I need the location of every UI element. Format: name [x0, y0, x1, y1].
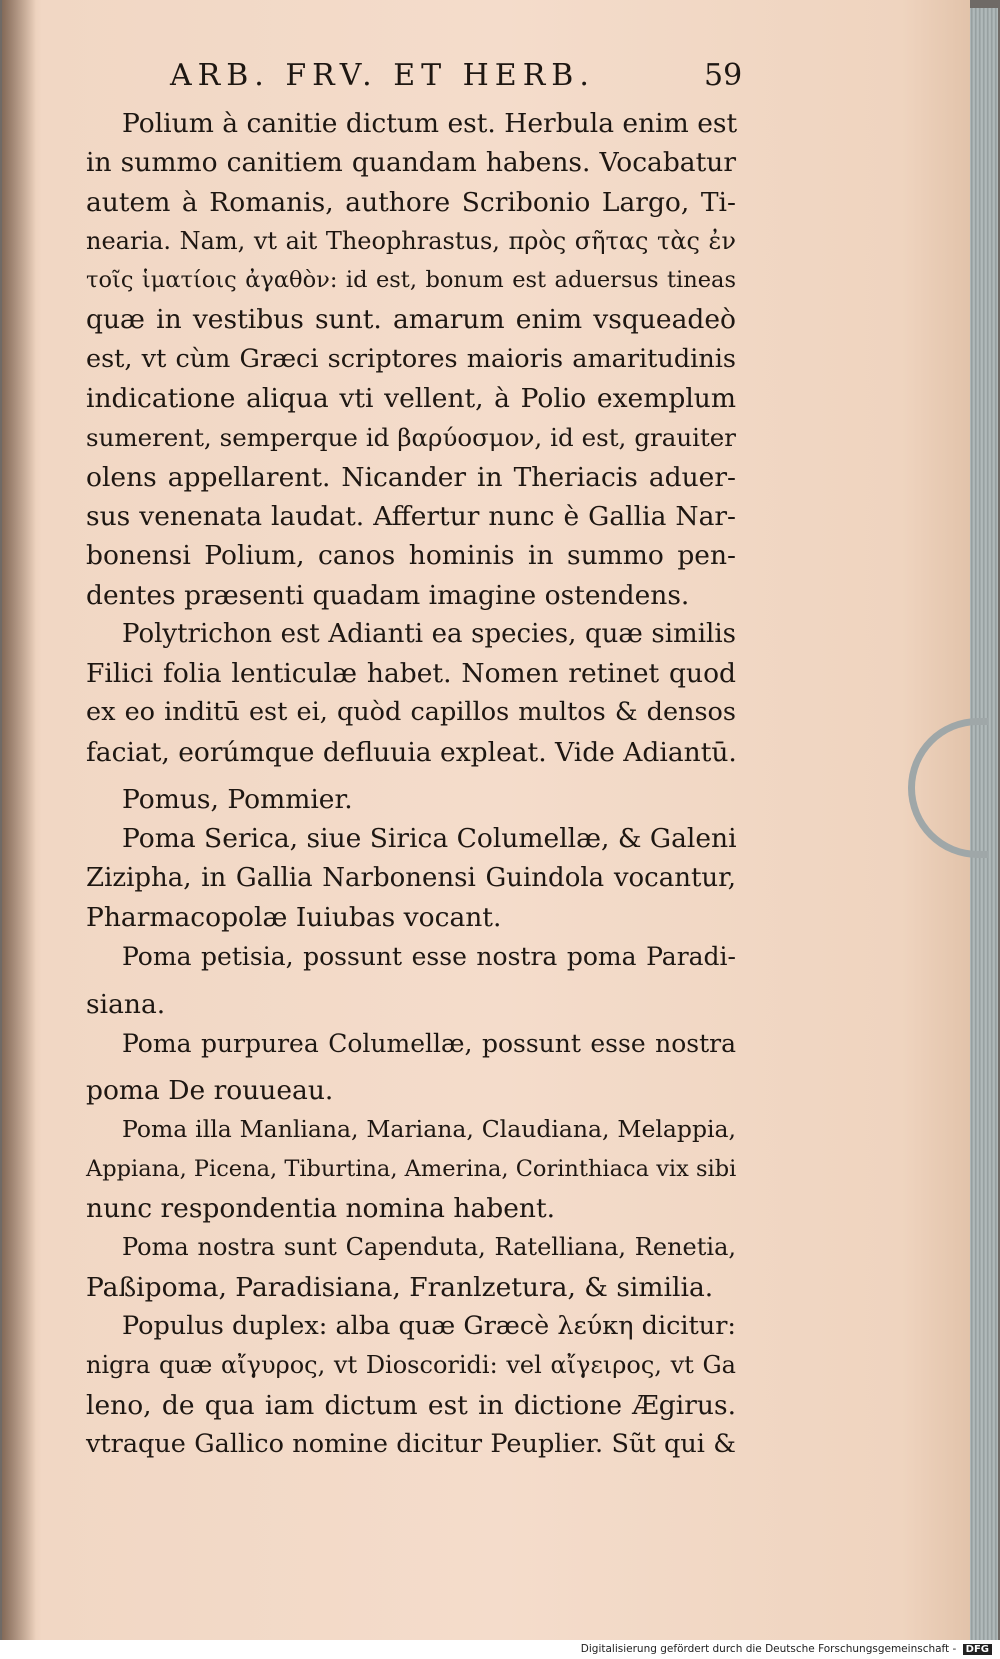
text-line: Paßipoma, Paradisiana, Franlzetura, & similia. [86, 1271, 714, 1303]
dfg-logo-badge: DFG [963, 1644, 992, 1655]
text-line: siana. [86, 988, 166, 1020]
body-text [86, 104, 736, 1464]
text-line: vtraque Gallico nomine dicitur Peuplier. Sũt qui & [86, 1428, 736, 1459]
page-number: 59 [704, 58, 743, 93]
text-line: Appiana, Picena, Tiburtina, Amerina, Corinthiaca vix sibi [86, 1155, 737, 1182]
book-page [2, 0, 970, 1640]
text-line: sus venenata laudat. Affertur nunc è Gallia Nar- [86, 500, 736, 532]
footer-credit [581, 1643, 992, 1655]
text-line: in summo canitiem quandam habens. Vocabatur [86, 147, 736, 179]
text-line: Populus duplex: alba quæ Græcè λεύκη dicitur: [122, 1310, 736, 1341]
text-line: dentes præsenti quadam imagine ostendens. [86, 579, 690, 611]
text-line: sumerent, semperque id βαρύοσμον, id est, grauiter [86, 423, 736, 453]
text-line: Poma Serica, siue Sirica Columellæ, & Galeni [122, 823, 737, 855]
text-line: Filici folia lenticulæ habet. Nomen retinet quod [86, 658, 736, 690]
text-line: autem à Romanis, authore Scribonio Largo, Ti- [86, 186, 736, 218]
footer-text: Digitalisierung gefördert durch die Deutsche Forschungsgemeinschaft - [580, 1643, 957, 1655]
text-line: Poma nostra sunt Capenduta, Ratelliana, Renetia, [122, 1233, 736, 1262]
text-line: Polium à canitie dictum est. Herbula enim est [122, 108, 738, 139]
text-line: faciat, eorúmque defluuia expleat. Vide Adiantū. [86, 736, 737, 768]
text-line: τοῖς ἱματίοις ἀγαθὸν: id est, bonum est aduersus tineas [86, 267, 736, 294]
text-line: Polytrichon est Adianti ea species, quæ similis [122, 618, 736, 649]
text-line: poma De rouueau. [86, 1075, 334, 1107]
text-line: Zizipha, in Gallia Narbonensi Guindola vocantur, [86, 862, 736, 893]
text-line: indicatione aliqua vti vellent, à Polio exemplum [86, 383, 736, 415]
text-line: Pomus, Pommier. [122, 784, 353, 816]
text-line: Poma purpurea Columellæ, possunt esse nostra [122, 1028, 736, 1058]
text-line: quæ in vestibus sunt. amarum enim vsqueadeò [86, 304, 736, 336]
text-line: nearia. Nam, vt ait Theophrastus, πρὸς σῆτας τὰς ἐν [86, 226, 736, 255]
text-line: olens appellarent. Nicander in Theriacis aduer- [86, 461, 736, 493]
text-line: ex eo inditū est ei, quòd capillos multos & densos [86, 697, 736, 728]
text-line: leno, de qua iam dictum est in dictione Ægirus. [86, 1389, 736, 1421]
running-head: ARB. FRV. ET HERB. [170, 58, 595, 93]
text-line: Poma petisia, possunt esse nostra poma Paradi- [122, 942, 736, 972]
text-line: Poma illa Manliana, Mariana, Claudiana, Melappia, [122, 1115, 736, 1144]
text-line: nunc respondentia nomina habent. [86, 1193, 556, 1225]
text-line: bonensi Polium, canos hominis in summo pen- [86, 540, 736, 572]
text-line: est, vt cùm Græci scriptores maioris amaritudinis [86, 343, 736, 374]
text-line: Pharmacopolæ Iuiubas vocant. [86, 901, 502, 933]
text-line: nigra quæ αἴγυρος, vt Dioscoridi: vel αἴγειρος, vt Ga [86, 1351, 736, 1380]
gutter-shadow [2, 0, 36, 1640]
